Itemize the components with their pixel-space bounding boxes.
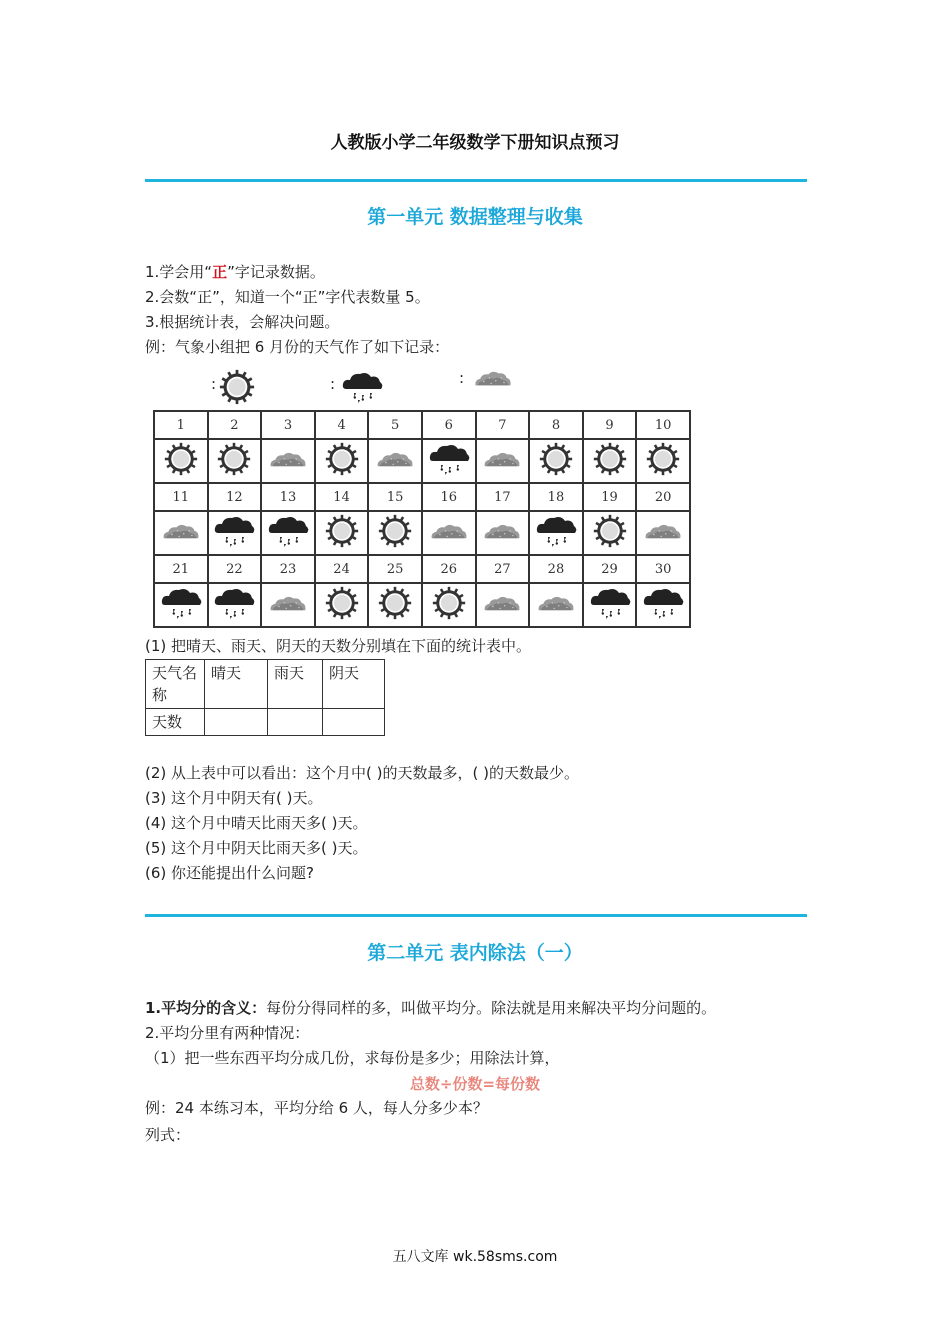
row-label-days: 天数	[146, 709, 205, 736]
unit2-definition	[145, 998, 716, 1018]
weather-cell	[422, 439, 476, 483]
cloudy-icon	[482, 592, 522, 614]
weather-cell	[154, 511, 208, 555]
weather-cell	[583, 439, 637, 483]
day-number: 13	[261, 483, 315, 511]
weather-cell	[208, 511, 262, 555]
cloudy-icon	[429, 520, 469, 542]
weather-cell	[422, 511, 476, 555]
day-number: 4	[315, 411, 369, 439]
weather-cell	[476, 583, 530, 627]
sunny-icon	[325, 442, 359, 476]
day-number: 23	[261, 555, 315, 583]
day-number: 2	[208, 411, 262, 439]
weather-cell	[636, 583, 690, 627]
legend-cloudy-icon	[471, 367, 515, 389]
table-header-row	[146, 660, 385, 709]
definition-label: 1.平均分的含义：	[145, 999, 267, 1017]
weather-legend	[205, 365, 525, 407]
sunny-icon	[378, 514, 412, 548]
weather-cell	[529, 439, 583, 483]
cloudy-icon	[536, 592, 576, 614]
weather-cell	[261, 583, 315, 627]
day-number: 14	[315, 483, 369, 511]
cloudy-icon	[161, 520, 201, 542]
weather-cell	[368, 583, 422, 627]
weather-cell	[368, 511, 422, 555]
day-number: 18	[529, 483, 583, 511]
day-number: 10	[636, 411, 690, 439]
rainy-icon	[159, 585, 203, 621]
unit1-point-3: 3.根据统计表，会解决问题。	[145, 313, 340, 331]
day-number: 1	[154, 411, 208, 439]
sunny-icon	[217, 442, 251, 476]
question-6: (6) 你还能提出什么问题?	[145, 864, 314, 882]
question-2: (2) 从上表中可以看出：这个月中( )的天数最多，( )的天数最少。	[145, 764, 579, 782]
weather-cell	[583, 511, 637, 555]
weather-cell	[636, 439, 690, 483]
question-4: (4) 这个月中晴天比雨天多( )天。	[145, 814, 368, 832]
cloudy-icon	[482, 448, 522, 470]
sunny-icon	[646, 442, 680, 476]
divider	[145, 914, 807, 917]
unit2-title: 第二单元 表内除法（一）	[367, 942, 583, 964]
header-cloudy: 阴天	[323, 660, 385, 709]
day-number: 21	[154, 555, 208, 583]
weather-cell	[315, 583, 369, 627]
question-5: (5) 这个月中阴天比雨天多( )天。	[145, 839, 368, 857]
sunny-icon	[539, 442, 573, 476]
weather-cell	[368, 439, 422, 483]
sunny-icon	[378, 586, 412, 620]
weather-cell	[529, 583, 583, 627]
day-number: 17	[476, 483, 530, 511]
day-number: 16	[422, 483, 476, 511]
day-number-row	[154, 483, 690, 511]
legend-rainy-icon	[339, 369, 385, 405]
definition-text: 每份分得同样的多，叫做平均分。除法就是用来解决平均分问题的。	[266, 999, 717, 1017]
day-number: 29	[583, 555, 637, 583]
sunny-icon	[325, 514, 359, 548]
weather-cell	[315, 511, 369, 555]
day-number: 6	[422, 411, 476, 439]
day-number: 27	[476, 555, 530, 583]
day-number: 12	[208, 483, 262, 511]
weather-cell	[261, 511, 315, 555]
point-1-suffix: ”字记录数据。	[227, 263, 325, 281]
rainy-icon	[266, 513, 310, 549]
legend-colon-rainy: :	[330, 375, 336, 393]
rainy-icon	[588, 585, 632, 621]
weather-cell	[636, 511, 690, 555]
rainy-icon	[212, 513, 256, 549]
day-number: 30	[636, 555, 690, 583]
weather-cell	[476, 439, 530, 483]
weather-cell	[154, 439, 208, 483]
weather-calendar	[153, 410, 691, 628]
legend-colon-sunny: :	[211, 375, 217, 393]
day-number: 7	[476, 411, 530, 439]
statistics-table	[145, 659, 385, 736]
weather-cell	[154, 583, 208, 627]
weather-cell	[422, 583, 476, 627]
cell-rainy-days[interactable]	[268, 709, 323, 736]
division-formula: 总数÷份数=每份数	[409, 1075, 541, 1093]
day-number: 3	[261, 411, 315, 439]
day-number: 24	[315, 555, 369, 583]
legend-colon-cloudy: :	[459, 369, 465, 387]
sunny-icon	[325, 586, 359, 620]
day-number: 5	[368, 411, 422, 439]
document-title: 人教版小学二年级数学下册知识点预习	[330, 133, 620, 153]
weather-cell	[208, 439, 262, 483]
header-rainy: 雨天	[268, 660, 323, 709]
header-weather-name: 天气名称	[146, 660, 205, 709]
day-number-row	[154, 555, 690, 583]
rainy-icon	[212, 585, 256, 621]
day-number: 9	[583, 411, 637, 439]
unit2-example: 例：24 本练习本，平均分给 6 人，每人分多少本？	[145, 1099, 488, 1117]
unit1-title: 第一单元 数据整理与收集	[367, 206, 583, 228]
sunny-icon	[432, 586, 466, 620]
day-number: 19	[583, 483, 637, 511]
weather-cell	[261, 439, 315, 483]
rainy-icon	[427, 441, 471, 477]
question-1: (1) 把晴天、雨天、阴天的天数分别填在下面的统计表中。	[145, 637, 532, 655]
weather-icon-row	[154, 511, 690, 555]
rainy-icon	[641, 585, 685, 621]
legend-sunny-icon	[219, 369, 255, 405]
day-number: 25	[368, 555, 422, 583]
cloudy-icon	[268, 592, 308, 614]
day-number: 8	[529, 411, 583, 439]
day-number: 11	[154, 483, 208, 511]
cloudy-icon	[375, 448, 415, 470]
divider	[145, 179, 807, 182]
point-1-prefix: 1.学会用“	[145, 263, 213, 281]
zheng-character: 正	[212, 263, 228, 281]
unit1-point-1	[145, 262, 325, 282]
cloudy-icon	[482, 520, 522, 542]
day-number-row	[154, 411, 690, 439]
weather-cell	[208, 583, 262, 627]
unit1-point-2: 2.会数“正”，知道一个“正”字代表数量 5。	[145, 288, 430, 306]
header-sunny: 晴天	[205, 660, 268, 709]
weather-cell	[476, 511, 530, 555]
day-number: 28	[529, 555, 583, 583]
cloudy-icon	[643, 520, 683, 542]
unit2-point-2: 2.平均分里有两种情况：	[145, 1024, 310, 1042]
cell-sunny-days[interactable]	[205, 709, 268, 736]
weather-cell	[583, 583, 637, 627]
sunny-icon	[593, 514, 627, 548]
weather-record-grid	[153, 410, 691, 626]
weather-cell	[529, 511, 583, 555]
unit1-example: 例：气象小组把 6 月份的天气作了如下记录：	[145, 338, 450, 356]
weather-icon-row	[154, 439, 690, 483]
rainy-icon	[534, 513, 578, 549]
sunny-icon	[593, 442, 627, 476]
unit2-lieshi: 列式：	[145, 1126, 191, 1144]
question-3: (3) 这个月中阴天有( )天。	[145, 789, 323, 807]
footer-watermark: 五八文库 wk.58sms.com	[392, 1249, 558, 1265]
cell-cloudy-days[interactable]	[323, 709, 385, 736]
day-number: 26	[422, 555, 476, 583]
table-days-row	[146, 709, 385, 736]
day-number: 22	[208, 555, 262, 583]
day-number: 20	[636, 483, 690, 511]
weather-cell	[315, 439, 369, 483]
sunny-icon	[164, 442, 198, 476]
unit2-case-1: （1）把一些东西平均分成几份，求每份是多少；用除法计算，	[145, 1049, 560, 1067]
cloudy-icon	[268, 448, 308, 470]
day-number: 15	[368, 483, 422, 511]
weather-icon-row	[154, 583, 690, 627]
